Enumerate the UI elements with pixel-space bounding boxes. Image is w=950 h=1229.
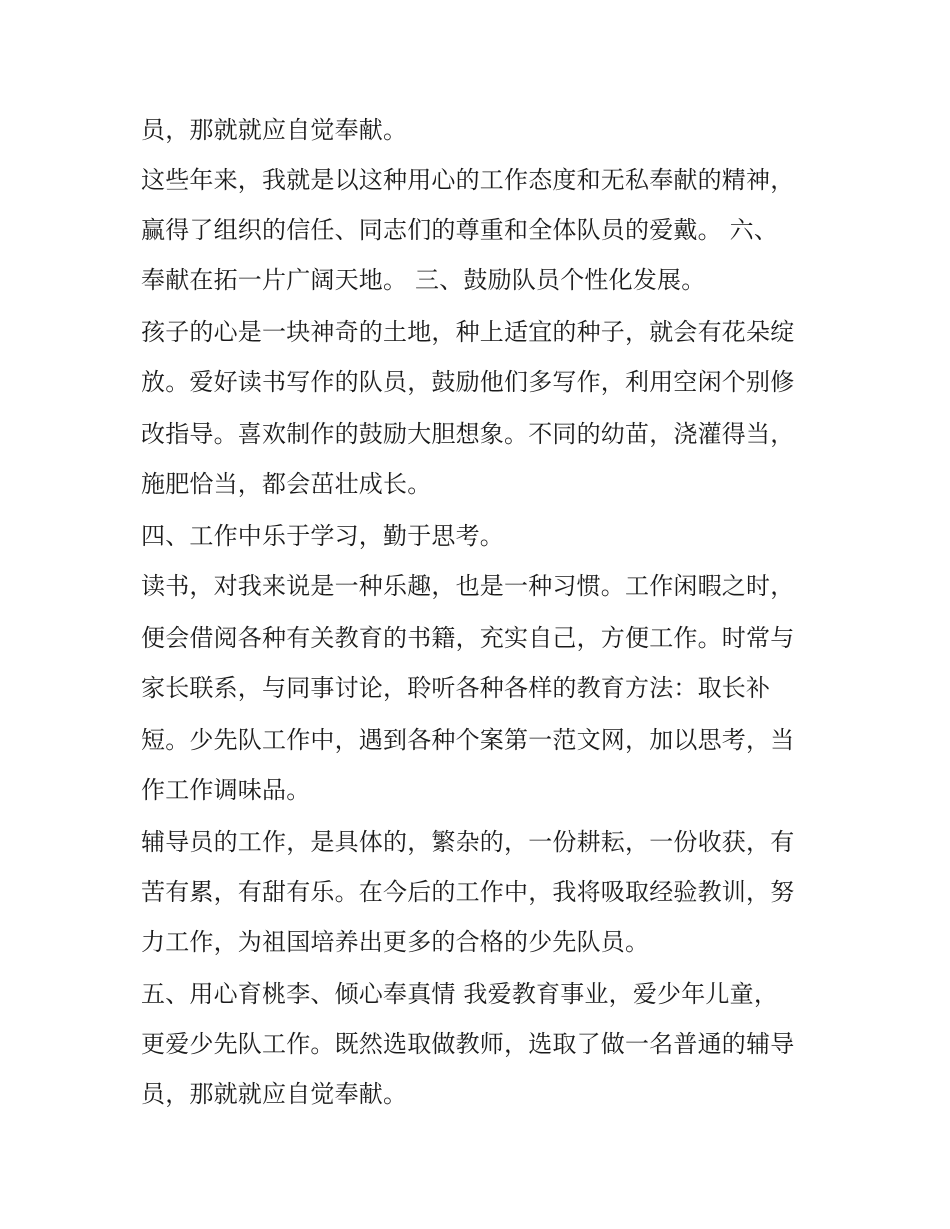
text-line: 作工作调味品。 (141, 776, 311, 804)
text-line: 这些年来，我就是以这种用心的工作态度和无私奉献的精神， (141, 166, 795, 194)
text-line: 短。少先队工作中，遇到各种个案第一范文网，加以思考，当 (141, 726, 795, 754)
text-line: 便会借阅各种有关教育的书籍，充实自己，方便工作。时常与 (141, 624, 795, 652)
text-line: 放。爱好读书写作的队员，鼓励他们多写作，利用空闲个别修 (141, 368, 795, 396)
text-line: 改指导。喜欢制作的鼓励大胆想象。不同的幼苗，浇灌得当， (141, 420, 795, 448)
text-line: 苦有累，有甜有乐。在今后的工作中，我将吸取经验教训，努 (141, 878, 795, 906)
text-line: 奉献在拓一片广阔天地。 三、鼓励队员个性化发展。 (141, 266, 706, 294)
text-line: 四、工作中乐于学习，勤于思考。 (141, 522, 504, 550)
text-line: 孩子的心是一块神奇的土地，种上适宜的种子，就会有花朵绽 (141, 318, 795, 346)
text-line: 员，那就就应自觉奉献。 (141, 1080, 408, 1108)
text-line: 赢得了组织的信任、同志们的尊重和全体队员的爱戴。 六、 (141, 216, 779, 244)
text-line: 力工作，为祖国培养出更多的合格的少先队员。 (141, 928, 650, 956)
text-line: 更爱少先队工作。既然选取做教师，选取了做一名普通的辅导 (141, 1030, 795, 1058)
text-line: 五、用心育桃李、倾心奉真情 我爱教育事业，爱少年儿童， (141, 980, 779, 1008)
text-line: 员，那就就应自觉奉献。 (141, 116, 408, 144)
text-line: 读书，对我来说是一种乐趣，也是一种习惯。工作闲暇之时， (141, 572, 795, 600)
text-line: 施肥恰当，都会茁壮成长。 (141, 470, 432, 498)
text-line: 辅导员的工作，是具体的，繁杂的，一份耕耘，一份收获，有 (141, 828, 795, 856)
text-line: 家长联系，与同事讨论，聆听各种各样的教育方法：取长补 (141, 674, 771, 702)
